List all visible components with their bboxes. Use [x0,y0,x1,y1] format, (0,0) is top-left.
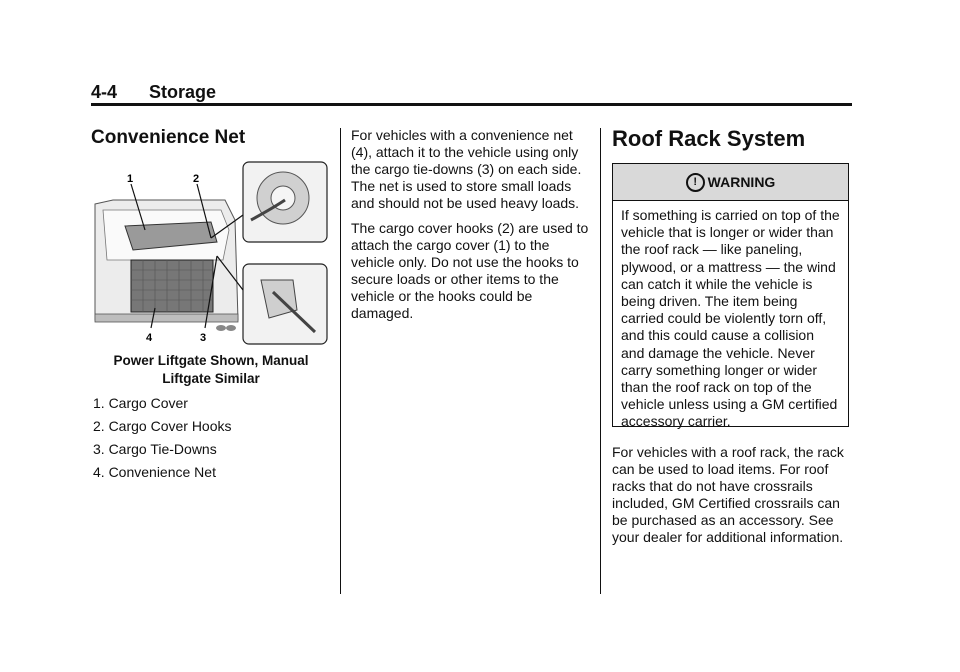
section-title: Storage [149,82,217,102]
middle-column [351,127,591,330]
list-item: 2. Cargo Cover Hooks [93,418,232,434]
list-item: 1. Cargo Cover [93,395,188,411]
paragraph: For vehicles with a convenience net (4), attach it to the vehicle using only the cargo tie-downs (3) on each side. The net is used to store small loads and should not be used heavy loads. [351,127,582,211]
callout-1: 1 [127,173,134,185]
warning-circle-icon: ! [686,173,705,192]
callout-2: 2 [193,173,200,185]
paragraph: For vehicles with a roof rack, the rack can be used to load items. For roof racks that do not have crossrails included, GM Certified crossrails can be purchased as an accessory. See your dealer for additional information. [612,444,844,545]
warning-box [612,163,849,430]
figure-caption: Power Liftgate Shown, Manual Liftgate Similar [113,353,309,386]
warning-header [613,164,848,201]
list-item: 4. Convenience Net [93,464,216,480]
list-item: 3. Cargo Tie-Downs [93,441,217,457]
callout-3: 3 [200,332,207,344]
header-rule [91,103,852,106]
paragraph: The cargo cover hooks (2) are used to attach the cargo cover (1) to the vehicle only. Do not use the hooks to secure loads or other items to the vehicle or the hooks could be damaged. [351,220,589,321]
column-divider [600,128,601,594]
callout-list [93,395,232,487]
warning-text: If something is carried on top of the vehicle that is longer or wider than the roof rack — like paneling, plywood, or a mattress — the wind can catch it while the vehicle is being driven. The item being carried could be violently torn off, and this could cause a collision and damage the vehicle. Never carry something longer or wider than the roof rack on top of the vehicle unless using a GM certified accessory carrier. [621,207,840,430]
callout-4: 4 [146,332,153,344]
cargo-area-illustration [93,160,329,346]
convenience-net-heading: Convenience Net [91,127,246,148]
page-number: 4-4 [91,82,118,102]
roof-rack-heading: Roof Rack System [612,126,806,151]
cargo-illustration-svg [93,160,329,346]
roof-rack-paragraph [612,444,852,554]
warning-title: WARNING [707,174,776,190]
column-divider [340,128,341,594]
